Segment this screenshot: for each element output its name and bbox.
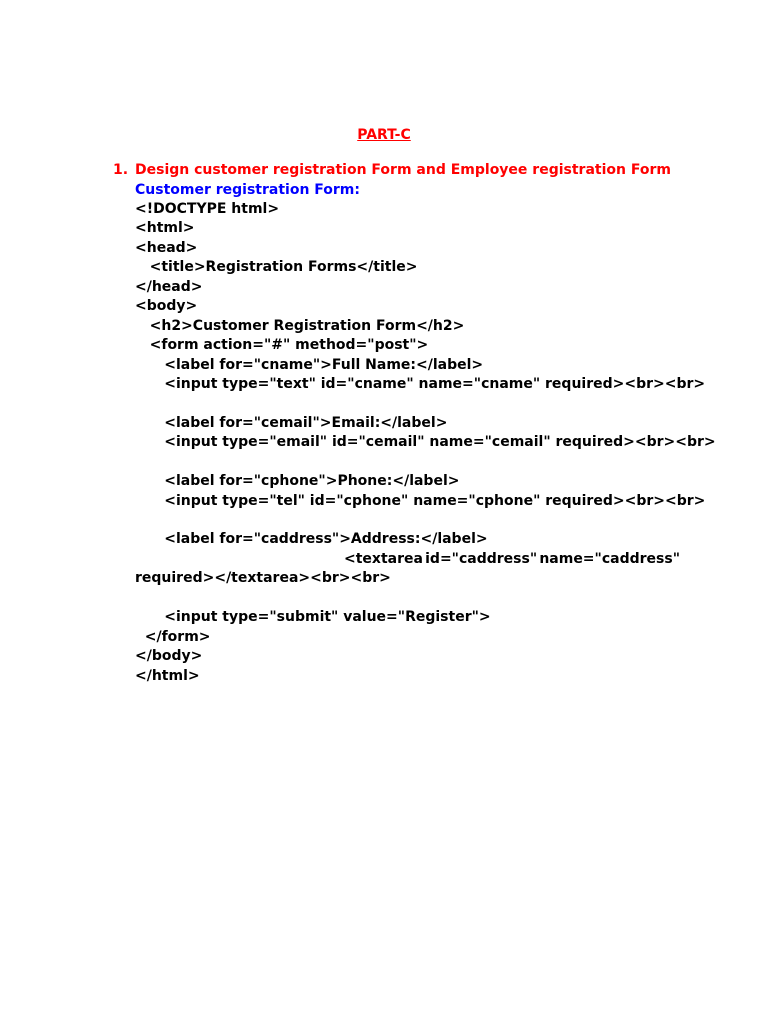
code-line: <input type="submit" value="Register">: [135, 609, 491, 626]
section-heading: PART-C: [357, 127, 411, 143]
code-line: </head>: [135, 278, 203, 295]
code-token: <textarea: [344, 550, 423, 567]
question-number: 1.: [113, 162, 129, 178]
code-line: [135, 511, 680, 530]
code-line: </body>: [135, 648, 203, 665]
code-line: </form>: [135, 628, 211, 645]
code-line: required></textarea><br><br>: [135, 570, 391, 587]
code-line: [135, 453, 680, 472]
code-token: id="caddress": [425, 550, 538, 567]
code-line: [135, 550, 680, 569]
code-block: [135, 200, 716, 686]
code-line: [135, 394, 680, 413]
code-line: <input type="tel" id="cphone" name="cphone" required><br><br>: [135, 492, 706, 509]
code-line: <!DOCTYPE html>: [135, 201, 280, 217]
code-line: <form action="#" method="post">: [135, 337, 429, 354]
code-line: <h2>Customer Registration Form</h2>: [135, 317, 465, 334]
code-line: <label for="caddress">Address:</label>: [135, 531, 488, 548]
code-line: <html>: [135, 220, 195, 237]
code-line: <title>Registration Forms</title>: [135, 259, 418, 276]
code-token: name="caddress": [539, 550, 680, 567]
code-line: <head>: [135, 239, 198, 256]
code-line: <input type="text" id="cname" name="cname" required><br><br>: [135, 375, 706, 392]
code-line: <body>: [135, 298, 198, 315]
code-line: [135, 589, 680, 608]
code-line: <input type="email" id="cemail" name="cemail" required><br><br>: [135, 434, 716, 451]
subheading: Customer registration Form:: [135, 181, 360, 198]
question-title: Design customer registration Form and Employee registration Form: [135, 162, 671, 178]
code-line: </html>: [135, 667, 200, 684]
code-line: <label for="cphone">Phone:</label>: [135, 473, 460, 490]
code-line: <label for="cname">Full Name:</label>: [135, 356, 484, 373]
code-line: <label for="cemail">Email:</label>: [135, 414, 448, 431]
